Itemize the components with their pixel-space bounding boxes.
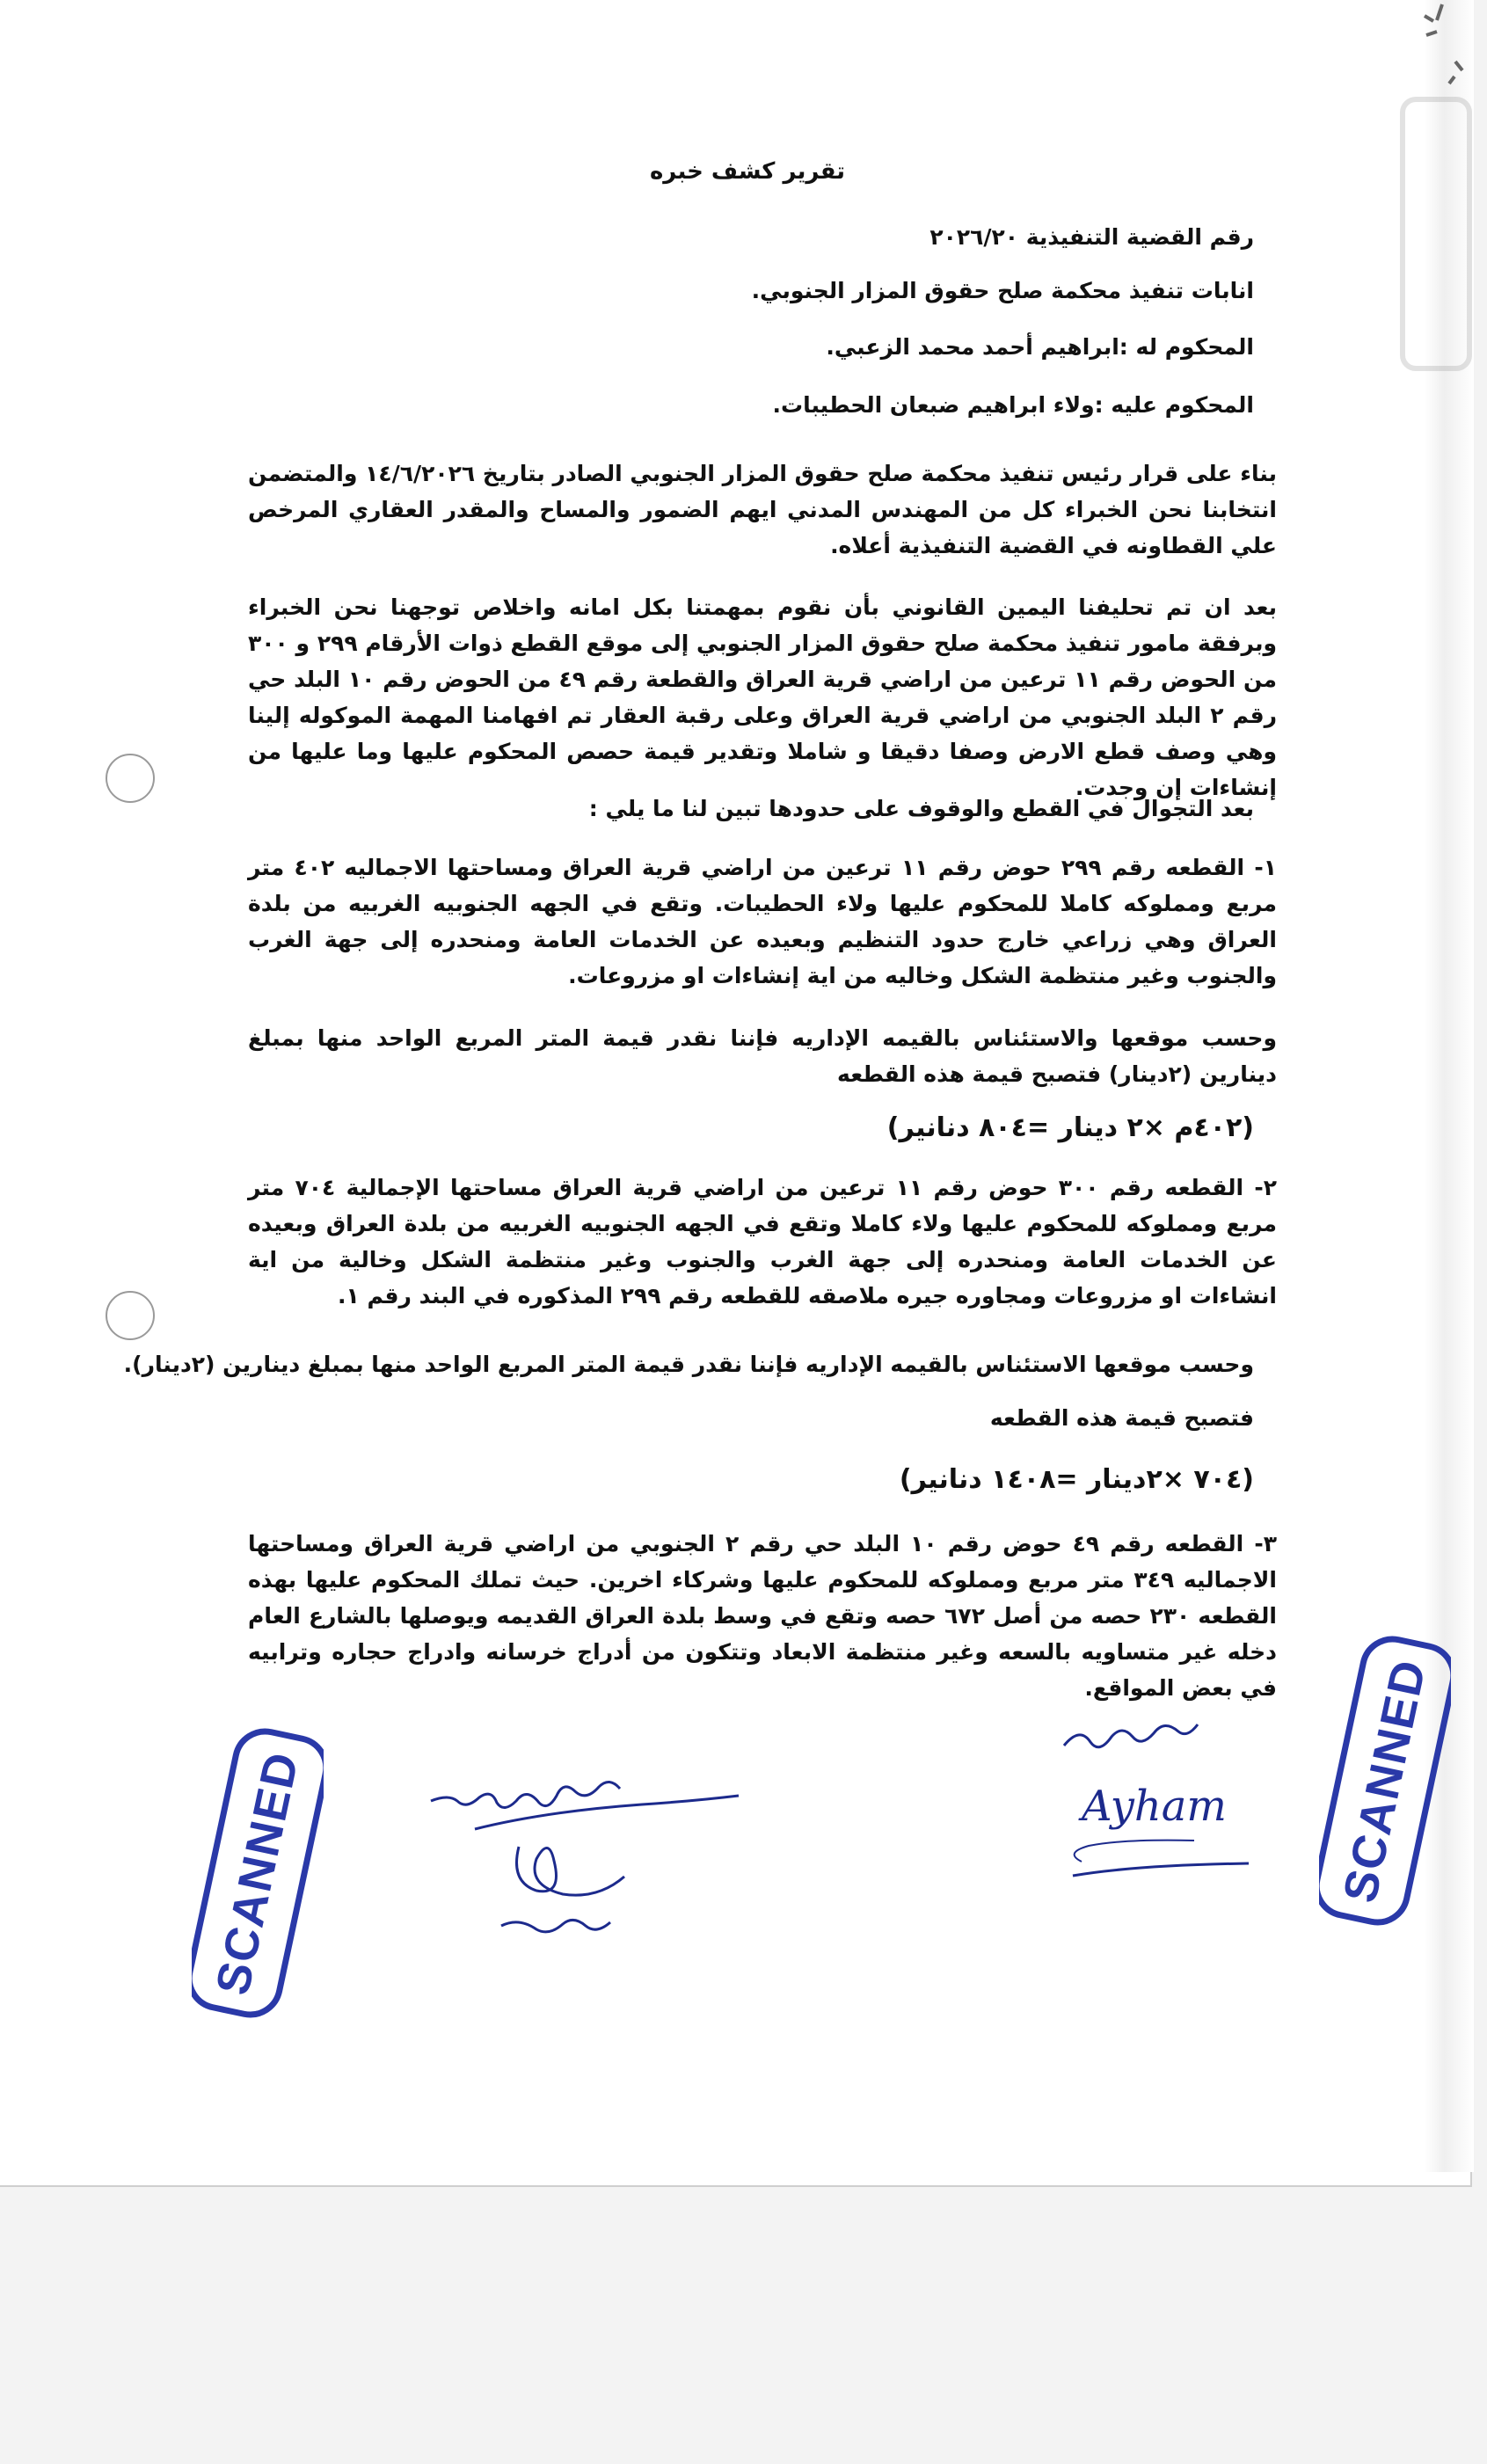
item3-description: ٣- القطعه رقم ٤٩ حوض رقم ١٠ البلد حي رقم ٢ الجنوبي من اراضي قرية العراق ومساحتها الاجماليه ٣٤٩ متر مربع ومملوكه للمحكوم عليها وشركاء اخرين. حيث تملك المحكوم عليها بهذه القطعه ٢٣٠ حصه من أصل ٦٧٢ حصه وتقع في وسط بلدة العراق القديمه ويوصلها بالشارع العام دخله غير متساويه بالسعه وغير منتظمة الابعاد وتتكون من أدراج خرسانه وادراج حجاره وترابيه في بعض المواقع. xyxy=(248,1531,1277,1701)
item2-description: ٢- القطعه رقم ٣٠٠ حوض رقم ١١ ترعين من اراضي قرية العراق مساحتها الإجمالية ٧٠٤ متر مربع ومملوكه للمحكوم عليها ولاء كاملا وتقع في الجهه الجنوبيه الغربيه من بلدة العراق وبعيده عن الخدمات العامة ومنحدره إلى جهة الغرب والجنوب وغير منتظمة الشكل وخالية من اية انشاءات او مزروعات ومجاوره جيره ملاصقه للقطعه رقم ٢٩٩ المذكوره في البند رقم ١. xyxy=(248,1175,1277,1309)
court-name: انابات تنفيذ محكمة صلح حقوق المزار الجنوبي. xyxy=(751,278,1254,303)
case-number: رقم القضية التنفيذية ٢٠٢٦/٢٠ xyxy=(929,224,1254,250)
scanned-stamp-left xyxy=(192,1724,324,2023)
signature-latin-name: Ayham xyxy=(1082,1782,1227,1831)
item2-valuation: وحسب موقعها الاستئناس بالقيمه الإداريه فإننا نقدر قيمة المتر المربع الواحد منها بمبلغ دينارين (٢دينار). xyxy=(123,1352,1254,1377)
item2-calculation: (٧٠٤ ×٢دينار =١٤٠٨ دنانير) xyxy=(899,1464,1254,1495)
signature-left xyxy=(422,1759,791,1961)
scanned-stamp-right xyxy=(1319,1631,1451,1930)
intro-paragraph: بناء على قرار رئيس تنفيذ محكمة صلح حقوق المزار الجنوبي الصادر بتاريخ ١٤/٦/٢٠٢٦ والمتضمن انتخابنا نحن الخبراء كل من المهندس المدني ايهم الضمور والمساح والمقدر العقاري المرخص علي القطاونه في القضية التنفيذية أعلاه. xyxy=(248,461,1278,558)
scanned-stamp-left-label: SCANNED xyxy=(206,1746,310,2000)
judgment-creditor: المحكوم له :ابراهيم أحمد محمد الزعبي. xyxy=(826,334,1254,360)
item1-valuation: وحسب موقعها والاستئناس بالقيمه الإداريه فإننا نقدر قيمة المتر المربع الواحد منها بمبلغ دينارين (٢دينار) فتصبح قيمة هذه القطعه xyxy=(248,1025,1277,1087)
survey-intro: بعد التجوال في القطع والوقوف على حدودها تبين لنا ما يلي : xyxy=(588,796,1254,821)
faint-stamp-impression xyxy=(1400,97,1472,371)
punch-hole-bottom xyxy=(106,1291,155,1340)
signature-right xyxy=(1046,1702,1275,1904)
scanned-stamp-right-label: SCANNED xyxy=(1333,1654,1437,1907)
item1-description: ١- القطعه رقم ٢٩٩ حوض رقم ١١ ترعين من اراضي قرية العراق ومساحتها الاجماليه ٤٠٢ متر مربع ومملوكه كاملا للمحكوم عليها ولاء الحطيبات. وتقع في الجهه الجنوبيه الغربيه من بلدة العراق وهي زراعي خارج حدود التنظيم وبعيده عن الخدمات العامة ومنحدره إلى جهة الغرب والجنوب وغير منتظمة الشكل وخاليه من اية إنشاءات او مزروعات. xyxy=(248,855,1277,988)
judgment-debtor: المحكوم عليه :ولاء ابراهيم ضبعان الحطيبات. xyxy=(772,392,1254,418)
item1-calculation: (٤٠٢م ×٢ دينار =٨٠٤ دنانير) xyxy=(886,1112,1254,1143)
punch-hole-top xyxy=(106,754,155,803)
item2-result-label: فتصبح قيمة هذه القطعه xyxy=(989,1405,1254,1431)
oath-paragraph: بعد ان تم تحليفنا اليمين القانوني بأن نقوم بمهمتنا بكل امانه واخلاص توجهنا نحن الخبراء وبرفقة مامور تنفيذ محكمة صلح حقوق المزار الجنوبي إلى موقع القطع ذوات الأرقام ٢٩٩ و ٣٠٠ من الحوض رقم ١١ ترعين من اراضي قرية العراق والقطعة رقم ٤٩ من الحوض رقم ١٠ البلد حي رقم ٢ البلد الجنوبي من اراضي قرية العراق وعلى رقبة العقار تم افهامنا المهمة الموكوله إلينا وهي وصف قطع الارض وصفا دقيقا و شاملا وتقدير قيمة حصص المحكوم عليها وما عليها من إنشاءات إن وجدت. xyxy=(248,594,1278,800)
staple-mark xyxy=(1407,0,1469,97)
document-title: تقرير كشف خبره xyxy=(649,158,846,185)
